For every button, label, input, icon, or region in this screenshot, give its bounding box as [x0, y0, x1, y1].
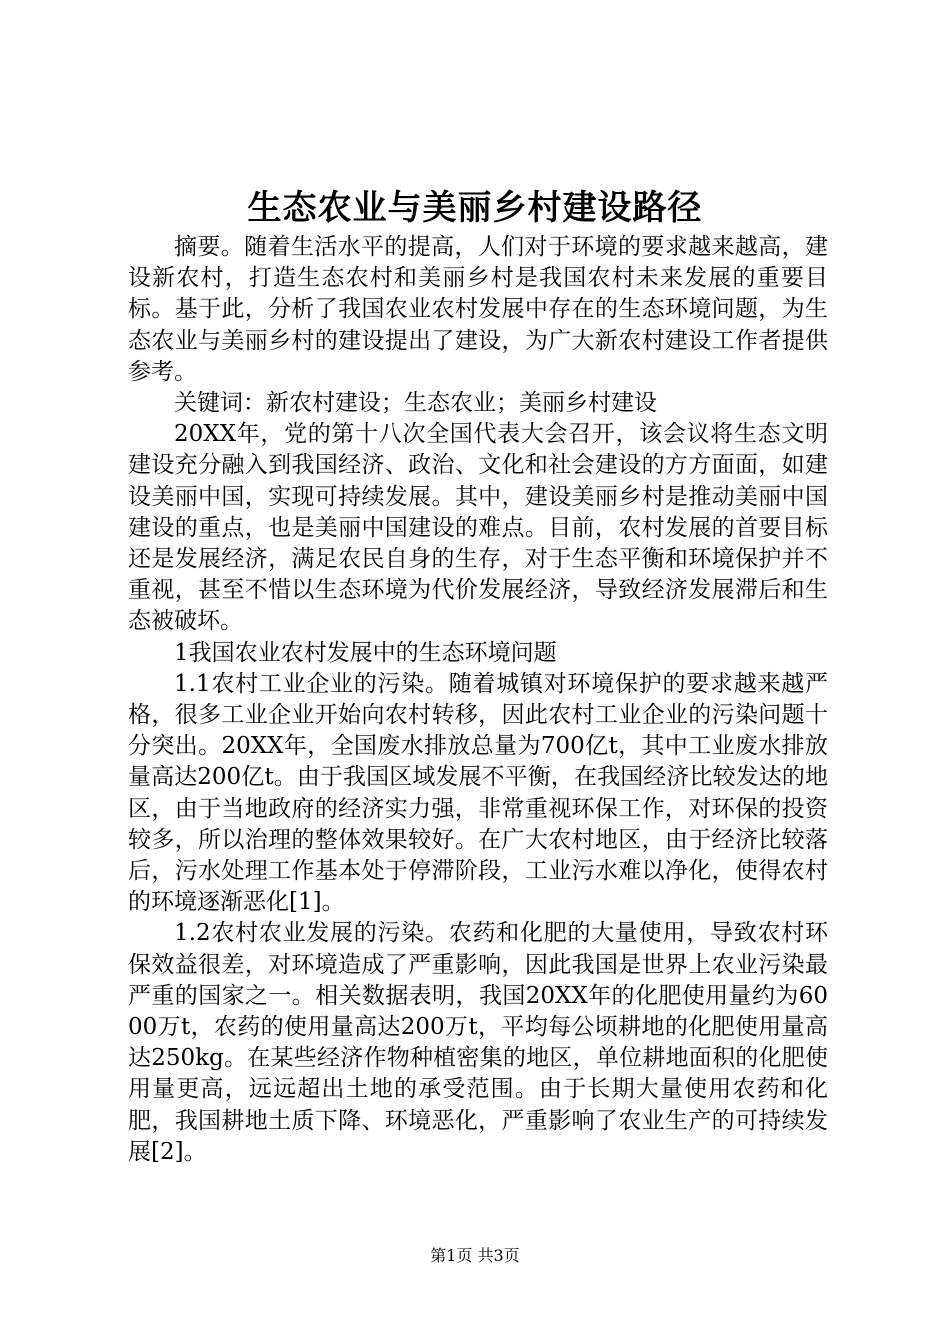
intro-paragraph: 20XX年，党的第十八次全国代表大会召开，该会议将生态文明建设充分融入到我国经济、政治、文化和社会建设的方方面面，如建设美丽中国，实现可持续发展。其中，建设美丽乡村是推动美丽中国建设的重点，也是美丽中国建设的难点。目前，农村发展的首要目标还是发展经济，满足农民自身的生存，对于生态平衡和环境保护并不重视，甚至不惜以生态环境为代价发展经济，导致经济发展滞后和生态被破坏。 — [128, 421, 828, 635]
section-1-2-paragraph: 1.2农村农业发展的污染。农药和化肥的大量使用，导致农村环保效益很差，对环境造成了严重影响，因此我国是世界上农业污染最严重的国家之一。相关数据表明，我国20XX年的化肥使用量约为6000万t，农药的使用量高达200万t，平均每公顷耕地的化肥使用量高达250kg。在某些经济作物种植密集的地区，单位耕地面积的化肥使用量更高，远远超出土地的承受范围。由于长期大量使用农药和化肥，我国耕地土质下降、环境恶化，严重影响了农业生产的可持续发展[2]。 — [128, 920, 828, 1165]
section-1-1-paragraph: 1.1农村工业企业的污染。随着城镇对环境保护的要求越来越严格，很多工业企业开始向农村转移，因此农村工业企业的污染问题十分突出。20XX年，全国废水排放总量为700亿t，其中工业废水排放量高达200亿t。由于我国区域发展不平衡，在我国经济比较发达的地区，由于当地政府的经济实力强，非常重视环保工作，对环保的投资较多，所以治理的整体效果较好。在广大农村地区，由于经济比较落后，污水处理工作基本处于停滞阶段，工业污水难以净化，使得农村的环境逐渐恶化[1]。 — [128, 670, 828, 916]
abstract-paragraph: 摘要。随着生活水平的提高，人们对于环境的要求越来越高，建设新农村，打造生态农村和美丽乡村是我国农村未来发展的重要目标。基于此，分析了我国农业农村发展中存在的生态环境问题，为生态农业与美丽乡村的建设提出了建设，为广大新农村建设工作者提供参考。 — [128, 234, 828, 385]
document-body — [128, 232, 828, 1168]
document-title: 生态农业与美丽乡村建设路径 — [247, 188, 703, 228]
keywords-paragraph: 关键词：新农村建设；生态农业；美丽乡村建设 — [174, 390, 657, 417]
section-heading: 1我国农业农村发展中的生态环境问题 — [174, 639, 557, 666]
page-footer: 第1页 共3页 — [430, 1246, 520, 1265]
